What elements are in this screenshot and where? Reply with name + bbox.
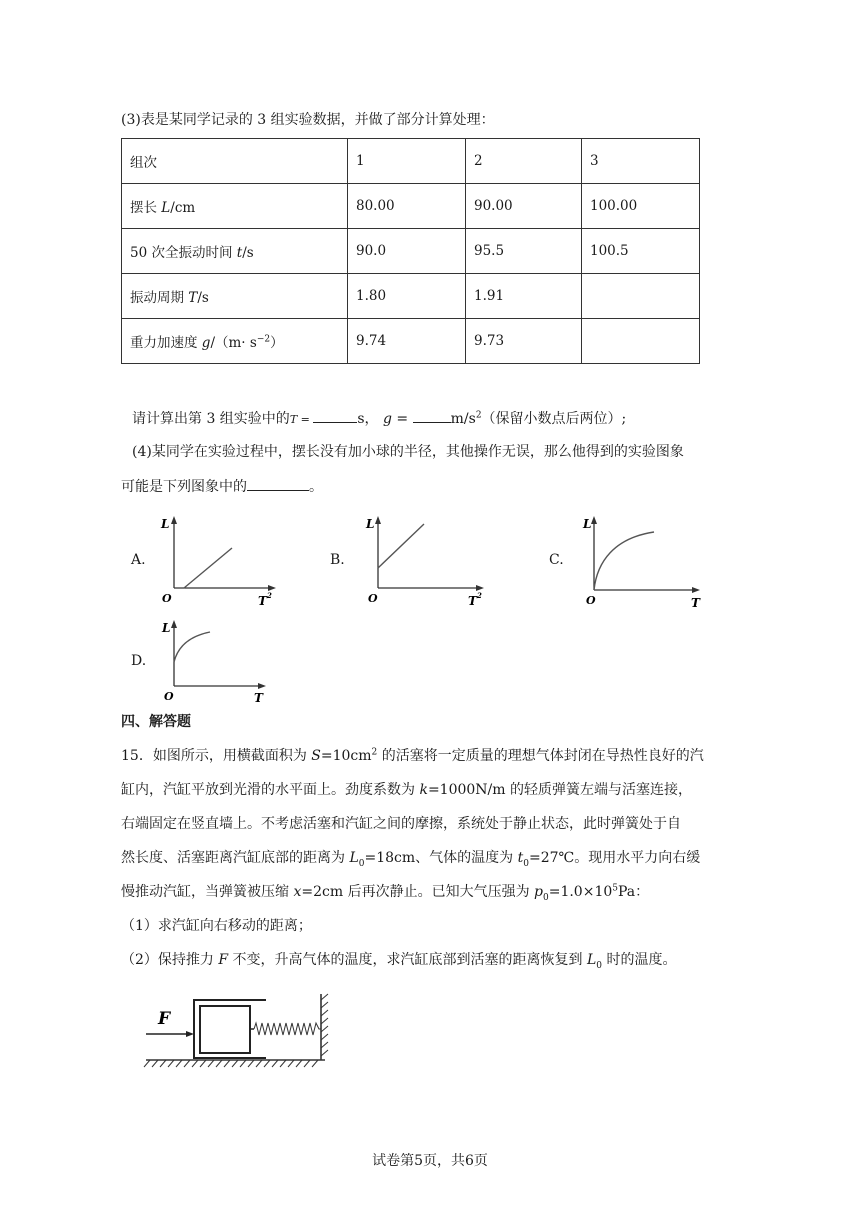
table-cell: 1.91 xyxy=(466,274,582,319)
option-b-label: B. xyxy=(330,552,345,568)
graph-option-b xyxy=(360,512,490,608)
origin-label: O xyxy=(162,592,172,605)
axis-label-sup: 2 xyxy=(267,591,272,600)
origin-label: O xyxy=(586,594,596,607)
calc-line: 请计算出第 3 组实验中的T = s， $g = m/s^2$（保留小数点后两位）; xyxy=(132,408,626,430)
answer-blank-g[interactable] xyxy=(413,408,451,423)
q3-intro: (3)表是某同学记录的 3 组实验数据，并做了部分计算处理： xyxy=(121,112,495,128)
axis-label-t: T xyxy=(468,594,477,608)
table-cell: 1 xyxy=(348,139,466,184)
table-row xyxy=(122,229,700,274)
axis-label-t: T xyxy=(258,594,267,608)
table-cell: 100.00 xyxy=(582,184,700,229)
table-cell xyxy=(582,274,700,319)
table-row xyxy=(122,184,700,229)
axis-label-l: L xyxy=(366,517,375,531)
axis-label-l: L xyxy=(162,621,171,635)
table-cell xyxy=(582,319,700,364)
table-cell: 50 次全振动时间 t/s xyxy=(122,229,348,274)
table-cell: 90.0 xyxy=(348,229,466,274)
page-footer: 试卷第5页，共6页 xyxy=(372,1153,488,1169)
origin-label: O xyxy=(164,690,174,703)
answer-blank-T[interactable] xyxy=(313,408,357,423)
experiment-data-table xyxy=(121,138,700,364)
axis-label-l: L xyxy=(583,517,592,531)
problem15-line3: 右端固定在竖直墙上。不考虑活塞和汽缸之间的摩擦，系统处于静止状态，此时弹簧处于自 xyxy=(121,816,681,832)
option-a-label: A. xyxy=(131,552,146,568)
graph-option-c xyxy=(578,512,708,610)
table-cell: 80.00 xyxy=(348,184,466,229)
option-c-label: C. xyxy=(549,552,564,568)
cylinder-spring-figure xyxy=(140,990,340,1072)
problem15-line1: 15．如图所示，用横截面积为 $S=10cm^2$ 的活塞将一定质量的理想气体封闭在导热性良好的汽 xyxy=(121,747,704,764)
graph-option-a xyxy=(156,512,280,608)
table-cell: 100.5 xyxy=(582,229,700,274)
table-cell: 1.80 xyxy=(348,274,466,319)
table-cell: 2 xyxy=(466,139,582,184)
axis-label-t: T xyxy=(254,691,263,705)
option-d-label: D. xyxy=(131,653,147,669)
table-row xyxy=(122,319,700,364)
problem15-sub1: （1）求汽缸向右移动的距离； xyxy=(121,918,312,934)
q4-line1: (4)某同学在实验过程中，摆长没有加小球的半径，其他操作无误，那么他得到的实验图象 xyxy=(132,444,684,460)
answer-blank-graph[interactable] xyxy=(247,476,309,491)
axis-label-sup: 2 xyxy=(477,591,482,600)
table-cell: 9.74 xyxy=(348,319,466,364)
problem15-line5: 慢推动汽缸，当弹簧被压缩 x=2cm 后再次静止。已知大气压强为 $p_0=1.0\times 10^5Pa$： xyxy=(121,883,650,903)
table-cell: 9.73 xyxy=(466,319,582,364)
table-cell: 重力加速度 $g/(m\cdot s^{-2})$ xyxy=(122,319,348,364)
table-row xyxy=(122,139,700,184)
problem15-line4: 然长度、活塞距离汽缸底部的距离为 $L_0=18cm$、气体的温度为 $t_0=27℃$。现用水平力向右缓 xyxy=(121,850,701,869)
table-cell: 90.00 xyxy=(466,184,582,229)
force-label: F xyxy=(158,1009,171,1029)
table-cell: 摆长 L/cm xyxy=(122,184,348,229)
origin-label: O xyxy=(368,592,378,605)
problem15-line2: 缸内，汽缸平放到光滑的水平面上。劲度系数为 k=1000N/m 的轻质弹簧左端与活塞连接， xyxy=(121,782,692,798)
q4-line2: 可能是下列图象中的 。 xyxy=(121,476,323,497)
table-cell: 3 xyxy=(582,139,700,184)
axis-label-t: T xyxy=(691,596,700,610)
graph-option-d xyxy=(158,616,272,706)
table-row xyxy=(122,274,700,319)
table-cell: 振动周期 T/s xyxy=(122,274,348,319)
axis-label-l: L xyxy=(161,517,170,531)
table-cell: 95.5 xyxy=(466,229,582,274)
section-heading: 四、解答题 xyxy=(121,714,191,730)
problem15-sub2: （2）保持推力 F 不变，升高气体的温度，求汽缸底部到活塞的距离恢复到 $L_0$ 时的温度。 xyxy=(121,952,677,971)
table-cell: 组次 xyxy=(122,139,348,184)
